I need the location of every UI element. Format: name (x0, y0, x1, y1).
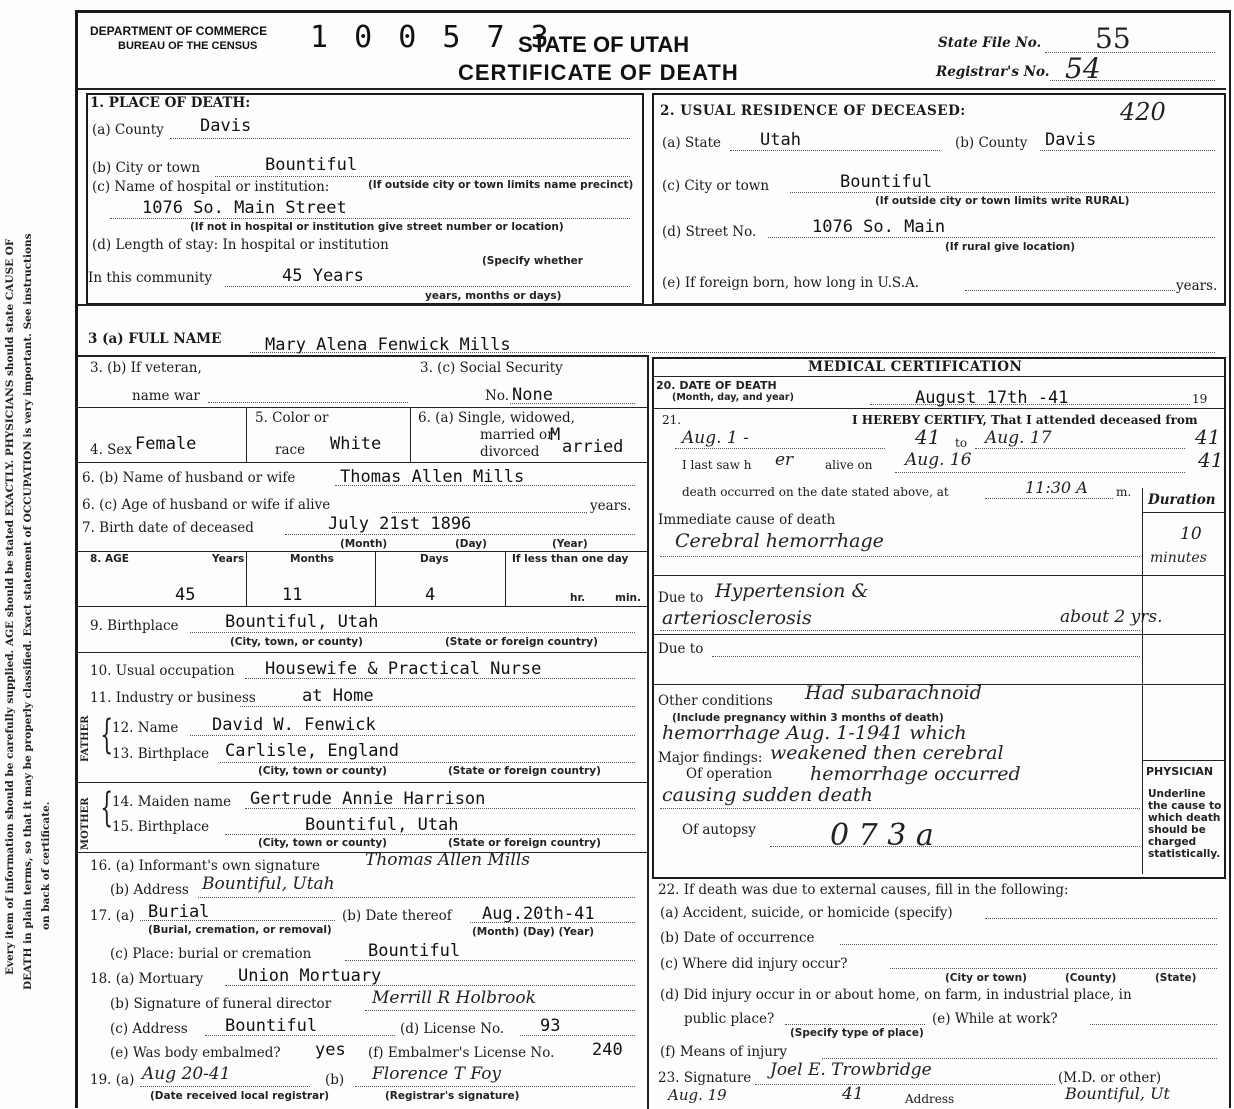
physician-note: Underline the cause to which death should be charged statistically. (1148, 788, 1222, 860)
extra-number: 420 (1120, 98, 1166, 126)
external-c-city: (City or town) (945, 972, 1027, 984)
informant-label: 16. (a) Informant's own signature (90, 858, 321, 874)
specify-note: (Specify whether (482, 255, 583, 267)
last-saw-label: I last saw h (682, 458, 752, 472)
other-value2: hemorrhage Aug. 1-1941 which (662, 722, 967, 744)
hospital-value: 1076 So. Main Street (142, 198, 347, 218)
signature-address: Bountiful, Ut (1065, 1084, 1170, 1103)
father-name-value: David W. Fenwick (212, 715, 376, 735)
mother-name-label: 14. Maiden name (112, 794, 232, 810)
mother-name-value: Gertrude Annie Harrison (250, 789, 486, 809)
father-brace: { (100, 712, 114, 758)
dod-sub: (Month, day, and year) (672, 392, 794, 403)
father-birth-value: Carlisle, England (225, 741, 399, 761)
birth-value: July 21st 1896 (328, 514, 472, 534)
embalmer-license: 240 (592, 1040, 623, 1060)
other-label: Other conditions (658, 693, 773, 709)
ss-label: 3. (c) Social Security (420, 360, 563, 376)
dod-label: 20. DATE OF DEATH (656, 379, 777, 392)
external-c-county: (County) (1065, 972, 1117, 984)
age-years-col: Years (212, 553, 245, 565)
license-value: 93 (540, 1016, 561, 1036)
foreign-label: (e) If foreign born, how long in U.S.A. (662, 275, 920, 291)
burial-value: Burial (148, 902, 210, 922)
community-label: In this community (88, 270, 213, 286)
signature-year: 41 (842, 1084, 864, 1104)
alive-on-label: alive on (825, 458, 873, 472)
stay-label: (d) Length of stay: In hospital or institution (92, 237, 389, 253)
dueto1-duration: about 2 yrs. (1060, 607, 1163, 627)
spouse-age-unit: years. (590, 498, 632, 514)
mother-city-note: (City, town or county) (258, 837, 387, 849)
dod-value: August 17th -41 (915, 388, 1069, 408)
license-label: (d) License No. (400, 1021, 505, 1037)
mother-birth-value: Bountiful, Utah (305, 815, 459, 835)
age-label: 8. AGE (90, 553, 129, 565)
hospital-note2: (If not in hospital or institution give street number or location) (190, 221, 564, 233)
res-county-value: Davis (1045, 130, 1097, 150)
attended-to: Aug. 17 (985, 428, 1052, 448)
director-address-label: (c) Address (110, 1021, 188, 1037)
birthplace-label: 9. Birthplace (90, 618, 179, 634)
external-e: (e) While at work? (932, 1011, 1058, 1027)
major-label: Major findings: (658, 750, 763, 766)
certify-text: I HEREBY CERTIFY, That I attended deceased from (852, 413, 1198, 427)
registrar-value: 54 (1065, 52, 1101, 85)
physician-signature: Joel E. Trowbridge (770, 1060, 932, 1080)
res-street-note: (If rural give location) (945, 241, 1076, 253)
place-heading: 1. PLACE OF DEATH: (90, 95, 251, 111)
sex-value: Female (135, 434, 197, 454)
external-d: (d) Did injury occur in or about home, on farm, in industrial place, in (660, 987, 1132, 1003)
informant-address-label: (b) Address (110, 882, 189, 898)
burial-date-note: (Month) (Day) (Year) (472, 926, 595, 938)
death-time: 11:30 A (1025, 478, 1088, 497)
res-street-value: 1076 So. Main (812, 217, 946, 237)
attended-from-year: 41 (915, 425, 941, 449)
last-saw-h: er (775, 450, 794, 470)
state-file-label: State File No. (938, 35, 1042, 51)
age-years: 45 (175, 585, 196, 605)
signature-date: Aug. 19 (668, 1086, 727, 1104)
dueto1-value2: arteriosclerosis (662, 607, 812, 629)
res-city-note: (If outside city or town limits write RURAL) (875, 195, 1130, 207)
sex-label: 4. Sex (90, 442, 133, 458)
dod-nineteen: 19 (1192, 392, 1208, 406)
registrar-sig-label: (b) (325, 1072, 345, 1088)
major-value: weakened then cerebral (770, 742, 1004, 764)
director-signature: Merrill R Holbrook (372, 988, 536, 1008)
mother-birth-label: 15. Birthplace (112, 819, 210, 835)
foreign-unit: years. (1176, 278, 1218, 294)
burial-label: 17. (a) (90, 908, 135, 924)
marital-label1: 6. (a) Single, widowed, (418, 410, 575, 426)
external-heading: 22. If death was due to external causes, fill in the following: (658, 882, 1069, 898)
bureau-name: BUREAU OF THE CENSUS (118, 40, 258, 52)
res-street-label: (d) Street No. (662, 224, 757, 240)
marital-m: M (550, 425, 561, 445)
external-f: (f) Means of injury (660, 1044, 787, 1060)
mortuary-value: Union Mortuary (238, 966, 382, 986)
units-note: years, months or days) (425, 290, 562, 302)
spouse-age-label: 6. (c) Age of husband or wife if alive (82, 497, 331, 513)
city-value: Bountiful (265, 155, 358, 175)
last-saw-date: Aug. 16 (905, 450, 972, 470)
age-months: 11 (282, 585, 303, 605)
margin-instructions-3: on back of certificate. (40, 801, 52, 930)
margin-instructions-2: DEATH in plain terms, so that it may be properly classified. Exact statement of OCCUPATION is very important. See instructions (22, 233, 34, 990)
birth-year-note: (Year) (552, 538, 588, 550)
marital-value: arried (562, 437, 624, 457)
veteran-label: 3. (b) If veteran, (90, 360, 202, 376)
father-name-label: 12. Name (112, 720, 179, 736)
ss-no-label: No. (485, 388, 509, 404)
birth-label: 7. Birth date of deceased (82, 520, 254, 536)
received-note: (Date received local registrar) (150, 1090, 330, 1102)
mother-state-note: (State or foreign country) (448, 837, 601, 849)
industry-value: at Home (302, 686, 374, 706)
res-state-label: (a) State (662, 135, 722, 151)
age-days: 4 (425, 585, 436, 605)
informant-address: Bountiful, Utah (202, 874, 335, 894)
industry-label: 11. Industry or business (90, 690, 256, 706)
director-label: (b) Signature of funeral director (110, 996, 332, 1012)
occupation-value: Housewife & Practical Nurse (265, 659, 542, 679)
autopsy-value: 0 7 3 a (830, 818, 934, 853)
place-label: (c) Place: burial or cremation (110, 946, 312, 962)
birthplace-state-note: (State or foreign country) (445, 636, 598, 648)
immediate-value: Cerebral hemorrhage (675, 530, 884, 552)
spouse-value: Thomas Allen Mills (340, 467, 525, 487)
marital-label2: married or (480, 427, 554, 443)
embalmed-label: (e) Was body embalmed? (110, 1045, 281, 1061)
operation-value: hemorrhage occurred (810, 763, 1021, 785)
community-value: 45 Years (282, 266, 364, 286)
external-c: (c) Where did injury occur? (660, 956, 848, 972)
embalmer-license-label: (f) Embalmer's License No. (368, 1045, 555, 1061)
color-label: 5. Color or (255, 410, 329, 426)
embalmed-value: yes (315, 1040, 346, 1060)
father-tag: FATHER (80, 715, 91, 762)
external-d-note: (Specify type of place) (790, 1027, 924, 1039)
external-d2: public place? (684, 1011, 775, 1027)
last-saw-year: 41 (1198, 448, 1224, 472)
external-a: (a) Accident, suicide, or homicide (specify) (660, 905, 953, 921)
war-label: name war (132, 388, 200, 404)
county-label: (a) County (92, 122, 164, 138)
registrar-sig-note: (Registrar's signature) (385, 1090, 520, 1102)
received-label: 19. (a) (90, 1072, 135, 1088)
race-value: White (330, 434, 382, 454)
burial-note: (Burial, cremation, or removal) (148, 924, 332, 936)
father-birth-label: 13. Birthplace (112, 746, 210, 762)
birthplace-city-note: (City, town, or county) (230, 636, 363, 648)
birth-day-note: (Day) (455, 538, 487, 550)
age-days-col: Days (420, 553, 449, 565)
county-value: Davis (200, 116, 252, 136)
medical-heading: MEDICAL CERTIFICATION (808, 359, 1023, 375)
signature-address-label: Address (905, 1092, 955, 1106)
birthplace-value: Bountiful, Utah (225, 612, 379, 632)
mortuary-label: 18. (a) Mortuary (90, 971, 204, 987)
death-occurred-label: death occurred on the date stated above, at (682, 485, 949, 499)
res-city-value: Bountiful (840, 172, 933, 192)
age-hr: hr. (570, 592, 586, 604)
age-lt-day: If less than one day (512, 553, 629, 565)
marital-label3: divorced (480, 444, 540, 460)
ss-value: None (512, 385, 553, 405)
immediate-label: Immediate cause of death (658, 512, 836, 528)
registrar-signature: Florence T Foy (372, 1064, 502, 1084)
received-value: Aug 20-41 (142, 1064, 231, 1084)
hospital-note: (If outside city or town limits name precinct) (368, 179, 634, 191)
full-name-label: 3 (a) FULL NAME (88, 331, 222, 347)
age-months-col: Months (290, 553, 334, 565)
dueto2-label: Due to (658, 641, 704, 657)
father-city-note: (City, town or county) (258, 765, 387, 777)
signature-label: 23. Signature (658, 1070, 752, 1086)
director-address: Bountiful (225, 1016, 318, 1036)
birth-month-note: (Month) (340, 538, 388, 550)
external-c-state: (State) (1155, 972, 1197, 984)
mother-tag: MOTHER (80, 797, 91, 850)
state-title: STATE OF UTAH (518, 32, 690, 57)
operation-label: Of operation (686, 766, 773, 782)
duration-label: Duration (1148, 492, 1216, 508)
other-note: (Include pregnancy within 3 months of death) (672, 712, 944, 724)
attended-from: Aug. 1 - (682, 428, 749, 448)
dueto1-value: Hypertension & (715, 580, 869, 602)
certificate-title: CERTIFICATE OF DEATH (458, 60, 739, 85)
dueto1-label: Due to (658, 590, 704, 606)
burial-date-label: (b) Date thereof (342, 908, 452, 924)
autopsy-label: Of autopsy (682, 822, 756, 838)
immediate-duration-unit: minutes (1150, 550, 1207, 566)
immediate-duration: 10 (1180, 524, 1202, 544)
age-min: min. (615, 592, 642, 604)
attended-to-year: 41 (1195, 425, 1221, 449)
spouse-label: 6. (b) Name of husband or wife (82, 470, 296, 486)
registrar-label: Registrar's No. (936, 64, 1050, 80)
hospital-label: (c) Name of hospital or institution: (92, 179, 330, 195)
res-state-value: Utah (760, 130, 801, 150)
dept-name: DEPARTMENT OF COMMERCE (90, 24, 268, 38)
certify-number: 21. (662, 413, 682, 427)
physician-tag: PHYSICIAN (1146, 765, 1214, 778)
margin-instructions-1: Every item of information should be carefully supplied. AGE should be stated EXACTLY. PHYSICIANS should state CAUSE OF (4, 238, 16, 975)
signature-md: (M.D. or other) (1058, 1070, 1162, 1086)
father-state-note: (State or foreign country) (448, 765, 601, 777)
res-city-label: (c) City or town (662, 178, 770, 194)
occupation-label: 10. Usual occupation (90, 663, 235, 679)
full-name-value: Mary Alena Fenwick Mills (265, 335, 511, 355)
res-county-label: (b) County (955, 135, 1028, 151)
city-label: (b) City or town (92, 160, 201, 176)
death-time-m: m. (1116, 485, 1132, 499)
operation-value2: causing sudden death (662, 784, 873, 806)
other-value: Had subarachnoid (805, 682, 982, 704)
serial-number: 1 0 0 5 7 3 (310, 20, 553, 55)
attended-to-label: to (955, 436, 968, 450)
state-file-value: 55 (1095, 22, 1131, 55)
race-label: race (275, 442, 306, 458)
mother-brace: { (100, 785, 114, 831)
burial-date: Aug.20th-41 (482, 904, 595, 924)
place-value: Bountiful (368, 941, 461, 961)
residence-heading: 2. USUAL RESIDENCE OF DECEASED: (660, 103, 966, 119)
external-b: (b) Date of occurrence (660, 930, 815, 946)
informant-signature: Thomas Allen Mills (365, 850, 530, 870)
